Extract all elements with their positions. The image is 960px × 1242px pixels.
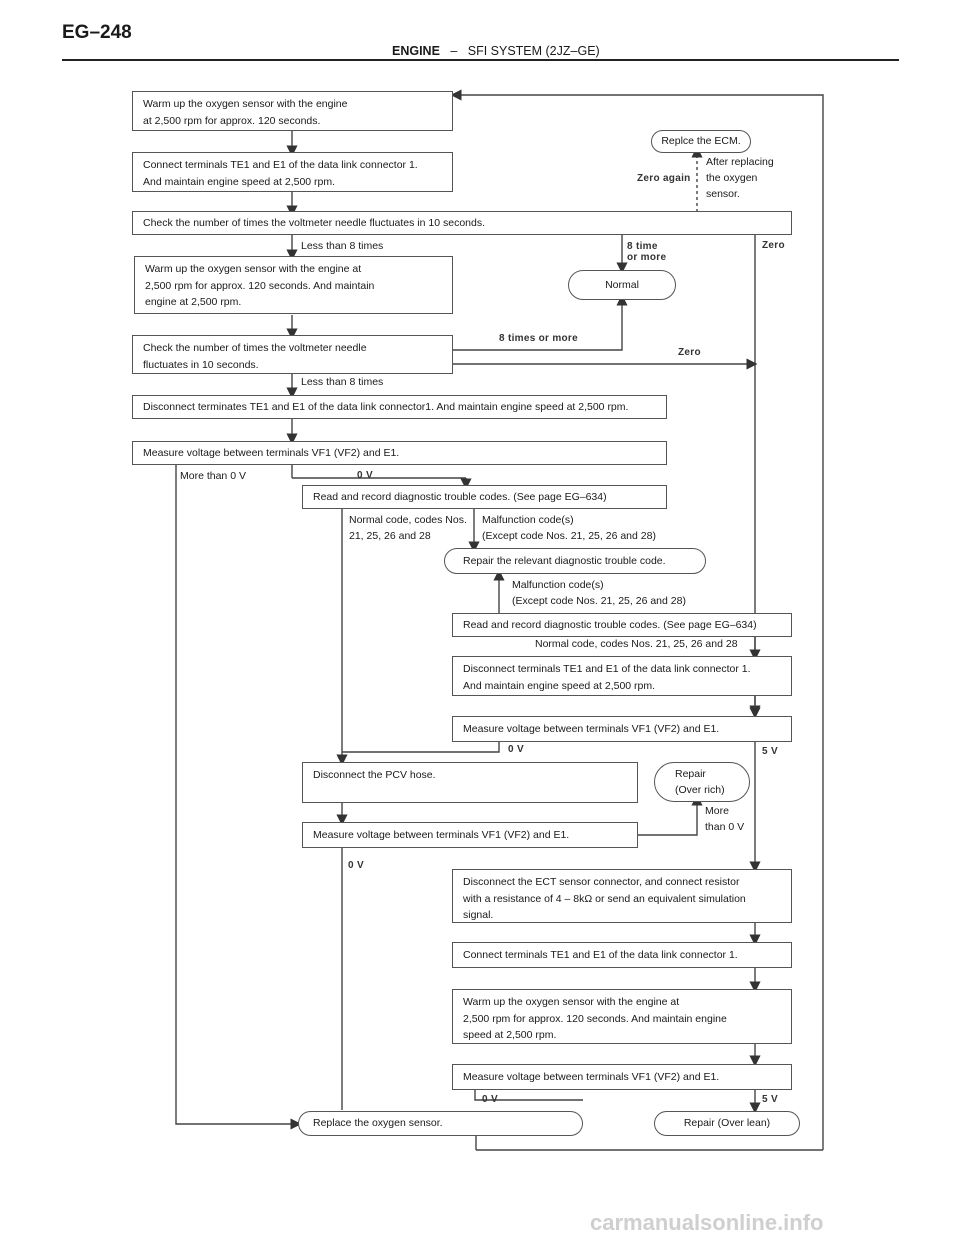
header-title: SFI SYSTEM (2JZ–GE)	[467, 44, 600, 58]
warmup-box-2: Warm up the oxygen sensor with the engine at 2,500 rpm for approx. 120 seconds. And maintain engine at 2,500 rpm.	[134, 256, 453, 314]
disconnect-terminals-box-1: Disconnect terminates TE1 and E1 of the data link connector1. And maintain engine speed at 2,500 rpm.	[132, 395, 667, 419]
read-dtc-box-2: Read and record diagnostic trouble codes. (See page EG–634)	[452, 613, 792, 637]
repair-over-rich-terminal: Repair (Over rich)	[654, 762, 750, 802]
less-than-8-label-1: Less than 8 times	[301, 240, 384, 252]
watermark: carmanualsonline.info	[590, 1210, 824, 1235]
malfunction-codes-label-1: Malfunction code(s) (Except code Nos. 21, 25, 26 and 28)	[482, 514, 656, 542]
measure-voltage-box-3: Measure voltage between terminals VF1 (VF2) and E1.	[302, 822, 638, 848]
after-replacing-label: After replacing the oxygen sensor.	[706, 156, 774, 200]
connect-terminals-box-1: Connect terminals TE1 and E1 of the data link connector 1. And maintain engine speed at 2,500 rpm.	[132, 152, 453, 192]
zero-label-mid: Zero	[678, 347, 701, 358]
zero-v-label-3: 0 V	[348, 860, 364, 871]
disconnect-pcv-box: Disconnect the PCV hose.	[302, 762, 638, 803]
zero-v-label-4: 0 V	[482, 1094, 498, 1105]
more-than-0v-label: More than 0 V	[180, 470, 246, 482]
header-dash: –	[450, 44, 458, 58]
warmup-box-1: Warm up the oxygen sensor with the engine at 2,500 rpm for approx. 120 seconds.	[132, 91, 453, 131]
measure-voltage-box-2: Measure voltage between terminals VF1 (VF2) and E1.	[452, 716, 792, 742]
five-v-label-1: 5 V	[762, 746, 778, 757]
repair-over-lean-terminal: Repair (Over lean)	[654, 1111, 800, 1136]
disconnect-terminals-box-2: Disconnect terminals TE1 and E1 of the data link connector 1. And maintain engine speed at 2,500 rpm.	[452, 656, 792, 696]
measure-voltage-box-1: Measure voltage between terminals VF1 (VF2) and E1.	[132, 441, 667, 465]
normal-codes-label: Normal code, codes Nos. 21, 25, 26 and 28	[349, 514, 467, 542]
measure-voltage-box-4: Measure voltage between terminals VF1 (VF2) and E1.	[452, 1064, 792, 1090]
zero-v-label-1: 0 V	[357, 470, 373, 481]
less-than-8-label-2: Less than 8 times	[301, 376, 384, 388]
malfunction-codes-label-2: Malfunction code(s) (Except code Nos. 21, 25, 26 and 28)	[512, 579, 686, 607]
eight-or-more-label: 8 time or more	[627, 241, 667, 263]
repair-dtc-terminal: Repair the relevant diagnostic trouble code.	[444, 548, 706, 574]
check-fluctuation-box-2: Check the number of times the voltmeter needle fluctuates in 10 seconds.	[132, 335, 453, 374]
connect-terminals-box-2: Connect terminals TE1 and E1 of the data link connector 1.	[452, 942, 792, 968]
header-section: ENGINE	[392, 44, 440, 58]
read-dtc-box-1: Read and record diagnostic trouble codes. (See page EG–634)	[302, 485, 667, 509]
page-number: EG–248	[62, 22, 132, 43]
warmup-box-3: Warm up the oxygen sensor with the engine at 2,500 rpm for approx. 120 seconds. And maintain engine speed at 2,500 rpm.	[452, 989, 792, 1044]
five-v-label-2: 5 V	[762, 1094, 778, 1105]
normal-codes-label-2: Normal code, codes Nos. 21, 25, 26 and 28	[535, 638, 738, 650]
zero-label-top: Zero	[762, 240, 785, 251]
check-fluctuation-box-1: Check the number of times the voltmeter needle fluctuates in 10 seconds.	[132, 211, 792, 235]
more-than-0v-label-2: More than 0 V	[705, 805, 745, 833]
ect-sensor-box: Disconnect the ECT sensor connector, and connect resistor with a resistance of 4 – 8kΩ or send an equivalent simulation signal.	[452, 869, 792, 923]
zero-again-label: Zero again	[637, 173, 691, 184]
normal-terminal: Normal	[568, 270, 676, 300]
eight-times-or-more-label: 8 times or more	[499, 333, 578, 344]
zero-v-label-2: 0 V	[508, 744, 524, 755]
replace-oxygen-sensor-terminal: Replace the oxygen sensor.	[298, 1111, 583, 1136]
replace-ecm-terminal: Replce the ECM.	[651, 130, 751, 153]
